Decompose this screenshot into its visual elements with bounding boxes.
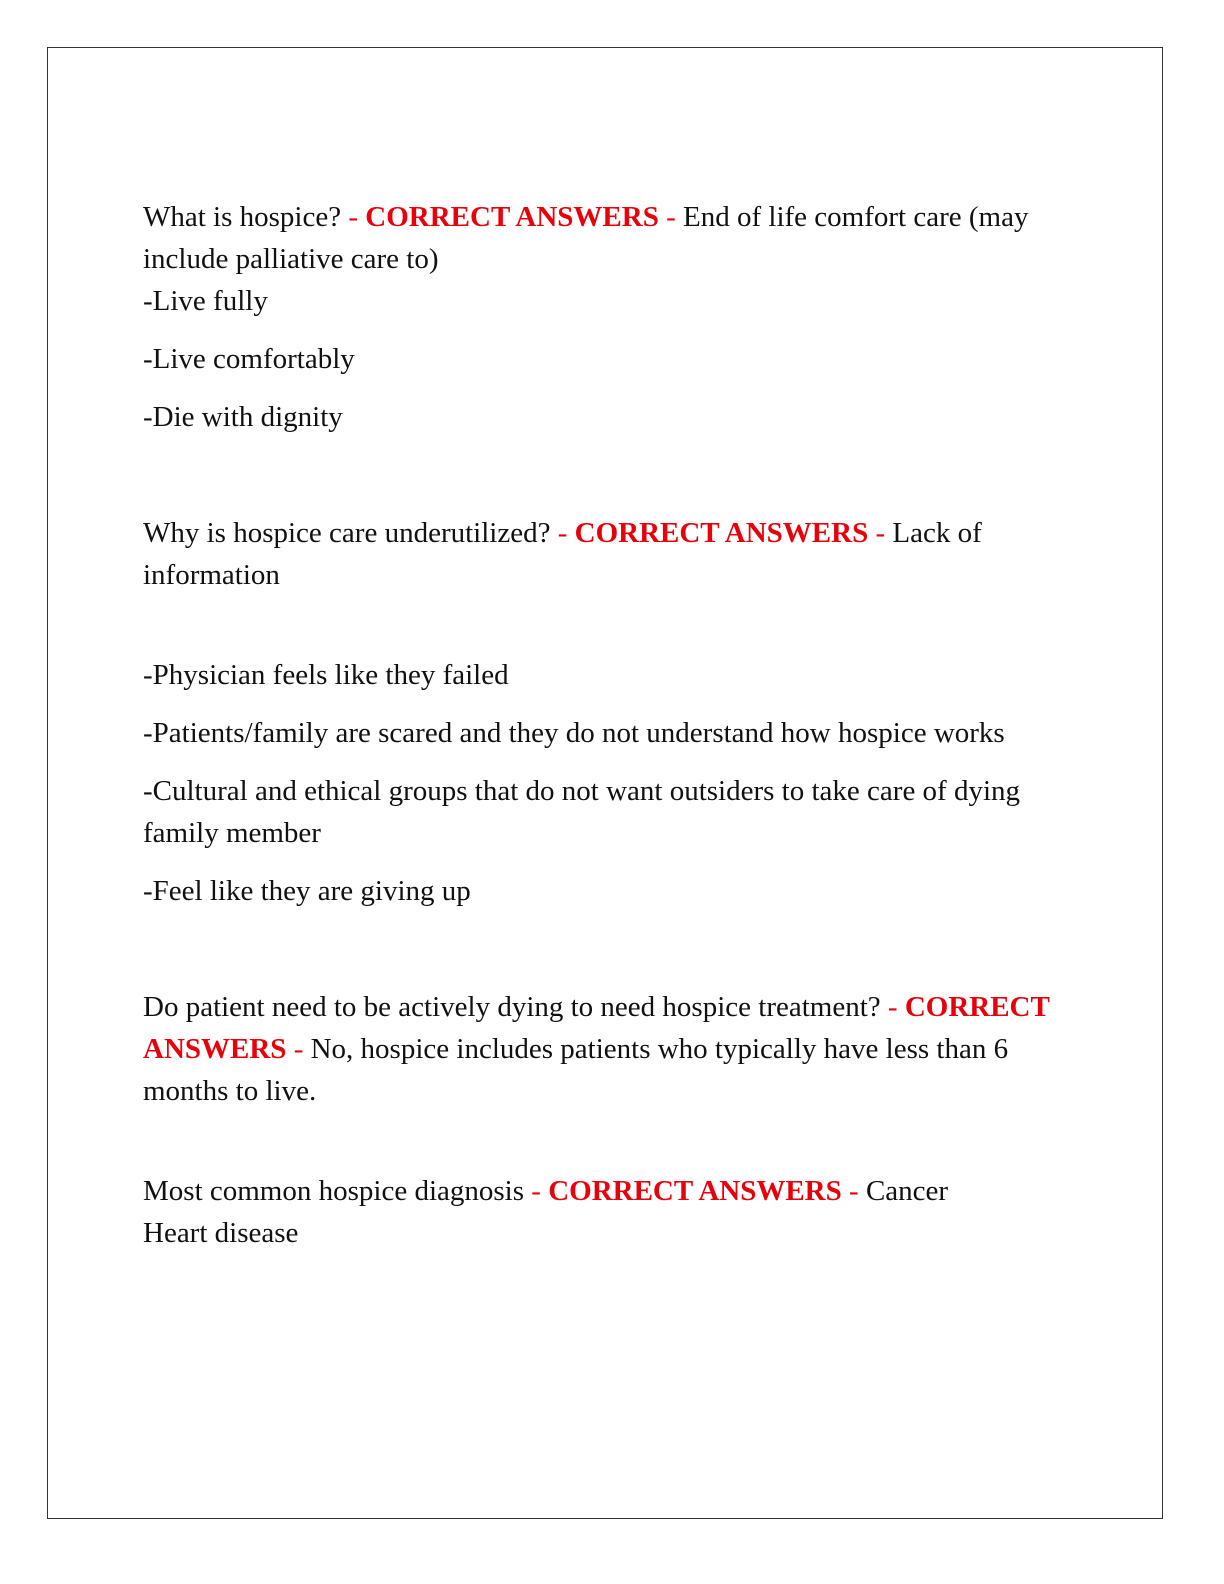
answer-text: Cancer	[865, 1175, 949, 1207]
question-text: Most common hospice diagnosis	[143, 1175, 525, 1207]
correct-answers-marker: - CORRECT ANSWERS -	[143, 991, 1050, 1065]
detail-line: Heart disease	[143, 1217, 299, 1249]
correct-answers-marker: - CORRECT ANSWERS -	[557, 517, 886, 549]
question-text: What is hospice?	[143, 201, 342, 233]
spacer	[143, 454, 1083, 512]
qa-item-2	[143, 512, 1083, 596]
answer-text: End of life comfort care (may include palliative care to)	[143, 201, 1029, 275]
spacer	[143, 1112, 1083, 1170]
detail-line: -Physician feels like they failed	[143, 659, 509, 691]
qa-item-1	[143, 196, 1083, 280]
correct-answers-marker: - CORRECT ANSWERS -	[348, 201, 676, 233]
question-text: Why is hospice care underutilized?	[143, 517, 551, 549]
qa-item-3	[143, 986, 1083, 1112]
spacer	[143, 596, 1083, 654]
answer-text: No, hospice includes patients who typically have less than 6 months to live.	[143, 1033, 1009, 1107]
detail-line: -Patients/family are scared and they do not understand how hospice works	[143, 717, 1005, 749]
qa-item-4	[143, 1170, 1083, 1212]
detail-line: -Live fully	[143, 285, 268, 317]
detail-line: -Live comfortably	[143, 343, 355, 375]
detail-line: -Die with dignity	[143, 401, 343, 433]
answer-text: Lack of information	[143, 517, 982, 591]
document-body	[143, 196, 1083, 1270]
question-text: Do patient need to be actively dying to need hospice treatment?	[143, 991, 881, 1023]
detail-line: -Feel like they are giving up	[143, 875, 471, 907]
spacer	[143, 928, 1083, 986]
correct-answers-marker: - CORRECT ANSWERS -	[531, 1175, 859, 1207]
detail-line: -Cultural and ethical groups that do not want outsiders to take care of dying family member	[143, 775, 1021, 849]
